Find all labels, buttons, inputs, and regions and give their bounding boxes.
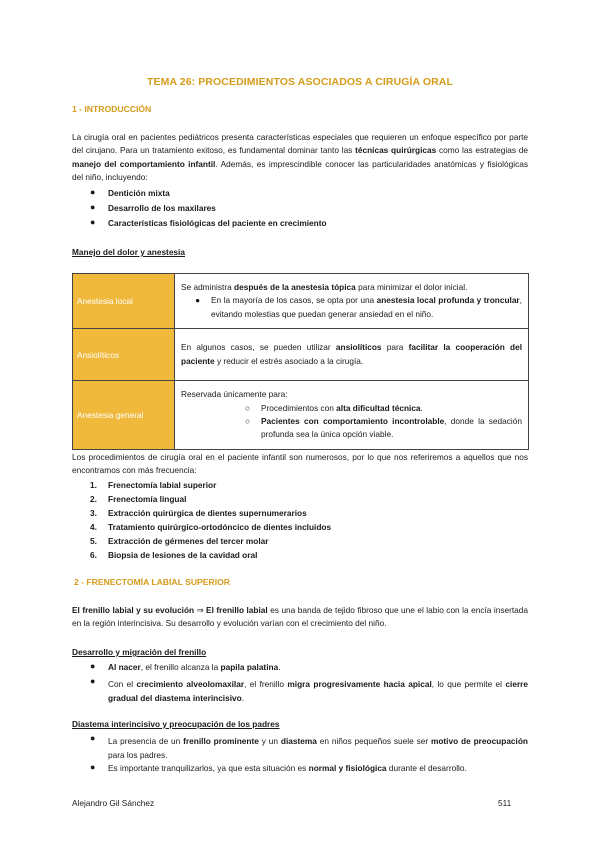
table-row — [73, 329, 529, 381]
table-row — [73, 274, 529, 329]
frenillo-paragraph: El frenillo labial y su evolución ⇒ El frenillo labial es una banda de tejido fibroso que une el labio con la encía insertada en la región interincisiva. Su desarrollo y evolución varían con el crecimiento del niño. — [72, 605, 528, 629]
list-item: 4. Tratamiento quirúrgico-ortodóncico de dientes incluidos — [90, 522, 332, 532]
anesthesia-table — [72, 273, 529, 450]
subheading-pain-anesthesia: Manejo del dolor y anestesia — [72, 247, 185, 257]
subheading-development: Desarrollo y migración del frenillo — [72, 647, 207, 657]
footer-author: Alejandro Gil Sánchez — [72, 798, 155, 808]
document-page: TEMA 26: PROCEDIMIENTOS ASOCIADOS A CIRUGÍA ORAL 1 - INTRODUCCIÓN La cirugía oral en pacientes pediátricos presenta características especiales que requieren un enfoque específico por parte del cirujano. Para un tratamiento exitoso, es fundamental dominar tanto las técnicas quirúrgicas como las estrategias de manejo del comportamiento infantil. Además, es imprescindible conocer las particularidades anatómicas y fisiológicas del niño, incluyendo: ● Dentición mixta ● Desarrollo de los maxilares ● Características fisiológicas del paciente en crecimiento Manejo del dolor y anestesia Anestesia local Se administra después de la anestesia tópica para minimizar el dolor inicial. ● En la mayoría de los casos, se opta por una anestesia local profunda y troncular, evitando molestias que puedan generar ansiedad en el niño. Ansiolíticos En algunos casos, se pueden utilizar ansiolíticos para facilitar la cooperación del paciente y reducir el estrés asociado a la cirugía. Anestesia general Reservada únicamente para: ○ Procedimientos con alta dificultad técnica. ○ Pacientes con comportamiento incontrolable, donde la sedación profunda sea la única opción viable. Los procedimientos de cirugía oral en el paciente infantil son numerosos, por lo que nos referiremos a aquellos que nos encontramos con más frecuencia: 1. Frenectomía labial superior 2. Frenectomía lingual 3. Extracción quirúrgica de dientes supernumerarios 4. Tratamiento quirúrgico-ortodóncico de dientes incluidos 5. Extracción de gérmenes del tercer molar 6. Biopsia de lesiones de la cavidad oral 2 - FRENECTOMÍA LABIAL SUPERIOR El frenillo labial y su evolución ⇒ El frenillo labial es una banda de tejido fibroso que une el labio con la encía insertada en la región interincisiva. Su desarrollo y evolución varían con el crecimiento del niño. Desarrollo y migración del frenillo ● Al nacer, el frenillo alcanza la papila palatina. ● Con el crecimiento alveolomaxilar, el frenillo migra progresivamente hacia apical, lo que permite el cierre gradual del diastema interincisivo. Diastema interincisivo y preocupación de los padres ● La presencia de un frenillo prominente y un diastema en niños pequeños suele ser motivo de preocupación para los padres. ● Es importante tranquilizarlos, ya que esta situación es normal y fisiológica durante el desarrollo. Alejandro Gil Sánchez 511 — [0, 0, 600, 848]
row-label: Anestesia local — [73, 274, 175, 329]
section-heading-introduccion: 1 - INTRODUCCIÓN — [72, 104, 152, 114]
row-label: Ansiolíticos — [73, 329, 175, 381]
table-row — [73, 381, 529, 450]
row-content: Se administra después de la anestesia tópica para minimizar el dolor inicial. ● En la mayoría de los casos, se opta por una anestesia local profunda y troncular, evitando molestias que puedan generar ansiedad en el niño. — [175, 274, 529, 329]
list-item: 3. Extracción quirúrgica de dientes supernumerarios — [90, 508, 307, 518]
intro-paragraph: La cirugía oral en pacientes pediátricos presenta características especiales que requieren un enfoque específico por parte del cirujano. Para un tratamiento exitoso, es fundamental dominar tanto las técnicas quirúrgicas como las estrategias de manejo del comportamiento infantil. Además, es imprescindible conocer las particularidades anatómicas y fisiológicas del niño, incluyendo: — [72, 132, 528, 183]
row-content: Reservada únicamente para: ○ Procedimientos con alta dificultad técnica. ○ Pacientes con comportamiento incontrolable, donde la sedación profunda sea la única opción viable. — [175, 381, 529, 450]
row-content: En algunos casos, se pueden utilizar ansiolíticos para facilitar la cooperación del paciente y reducir el estrés asociado a la cirugía. — [175, 329, 529, 381]
list-item: 6. Biopsia de lesiones de la cavidad oral — [90, 550, 258, 560]
page-title: TEMA 26: PROCEDIMIENTOS ASOCIADOS A CIRUGÍA ORAL — [146, 76, 453, 88]
section-heading-frenectomia: 2 - FRENECTOMÍA LABIAL SUPERIOR — [74, 577, 230, 587]
procedures-intro: Los procedimientos de cirugía oral en el paciente infantil son numerosos, por lo que nos referiremos a aquellos que nos encontramos con más frecuencia: — [72, 452, 528, 476]
list-item: 2. Frenectomía lingual — [90, 494, 187, 504]
subheading-diastema: Diastema interincisivo y preocupación de los padres — [72, 719, 280, 729]
list-item: 1. Frenectomía labial superior — [90, 480, 217, 490]
page-number: 511 — [498, 798, 512, 808]
list-item: 5. Extracción de gérmenes del tercer molar — [90, 536, 269, 546]
row-label: Anestesia general — [73, 381, 175, 450]
